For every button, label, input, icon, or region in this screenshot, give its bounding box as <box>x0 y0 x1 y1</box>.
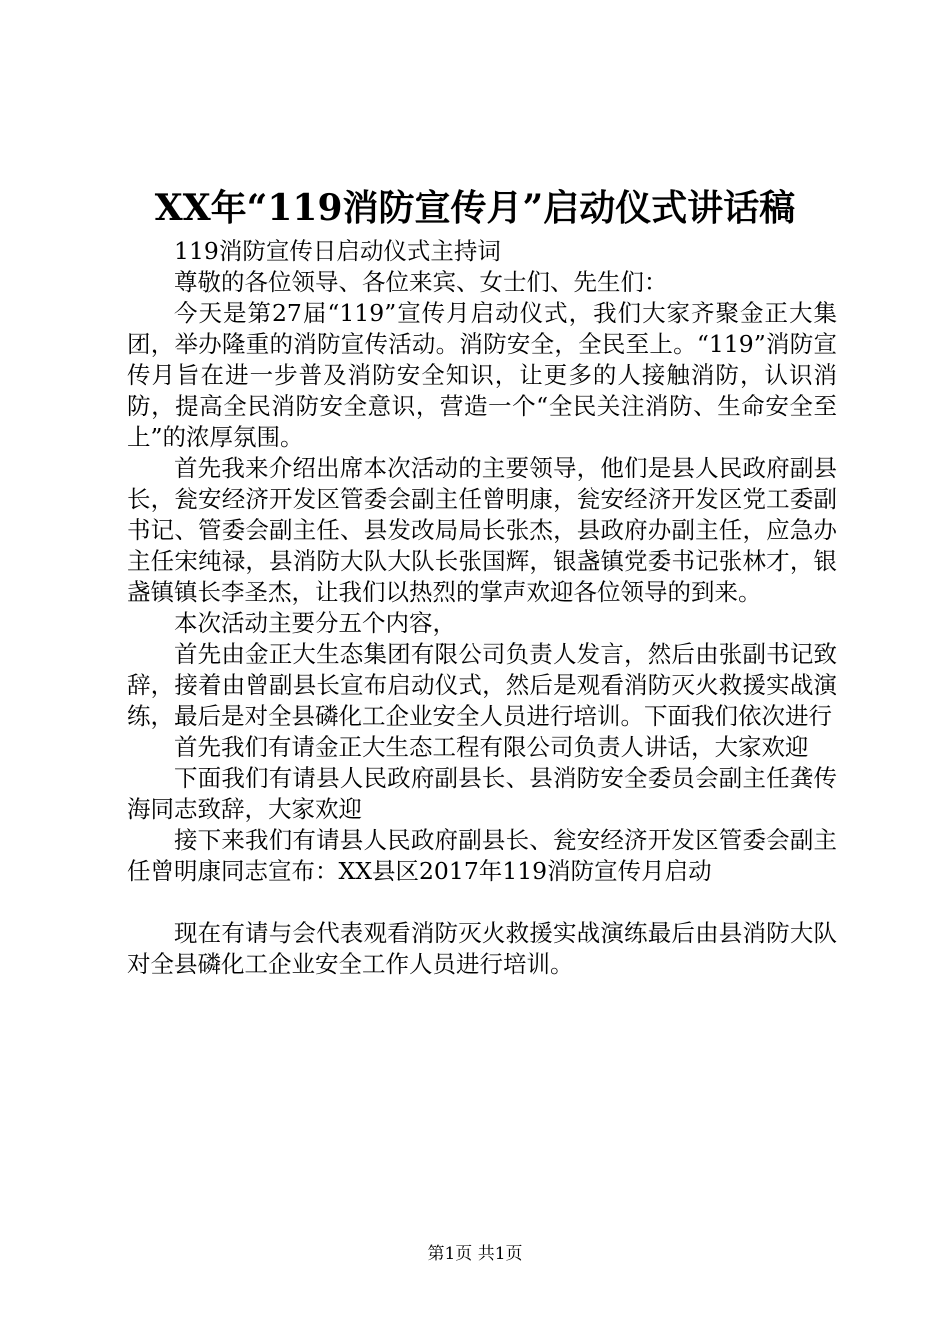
paragraph-company-speech: 首先我们有请金正大生态工程有限公司负责人讲话，大家欢迎 <box>174 733 809 761</box>
paragraph-drill: 现在有请与会代表观看消防灭火救援实战演练最后由县消防大队对全县磷化工企业安全工作人员进行培训。 <box>127 919 837 978</box>
paragraph-subtitle: 119消防宣传日启动仪式主持词 <box>174 237 501 265</box>
paragraph-agenda-intro: 本次活动主要分五个内容， <box>174 609 456 637</box>
document-body <box>127 236 837 980</box>
paragraph-greeting: 尊敬的各位领导、各位来宾、女士们、先生们： <box>174 268 668 296</box>
paragraph-agenda: 首先由金正大生态集团有限公司负责人发言，然后由张副书记致辞，接着由曾副县长宣布启动仪式，然后是观看消防灭火救援实战演练，最后是对全县磷化工企业安全人员进行培训。下面我们依次进行 <box>127 640 837 730</box>
paragraph-opening: 今天是第27届“119”宣传月启动仪式，我们大家齐聚金正大集团，举办隆重的消防宣传活动。消防安全，全民至上。“119”消防宣传月旨在进一步普及消防安全知识，让更多的人接触消防，认识消防，提高全民消防安全意识，营造一个“全民关注消防、生命安全至上”的浓厚氛围。 <box>127 299 837 451</box>
paragraph-leaders: 首先我来介绍出席本次活动的主要领导，他们是县人民政府副县长，瓮安经济开发区管委会副主任曾明康，瓮安经济开发区党工委副书记、管委会副主任、县发改局局长张杰，县政府办副主任，应急办主任宋纯禄，县消防大队大队长张国辉，银盏镇党委书记张林才，银盏镇镇长李圣杰，让我们以热烈的掌声欢迎各位领导的到来。 <box>127 454 837 606</box>
page-footer: 第1页 共1页 <box>427 1244 523 1264</box>
paragraph-launch: 接下来我们有请县人民政府副县长、瓮安经济开发区管委会副主任曾明康同志宣布：XX县区2017年119消防宣传月启动 <box>127 826 837 885</box>
document-title: XX年“119消防宣传月”启动仪式讲话稿 <box>154 187 796 229</box>
paragraph-vice-mayor-speech: 下面我们有请县人民政府副县长、县消防安全委员会副主任龚传海同志致辞，大家欢迎 <box>127 764 837 823</box>
paragraph-spacer <box>127 887 837 918</box>
